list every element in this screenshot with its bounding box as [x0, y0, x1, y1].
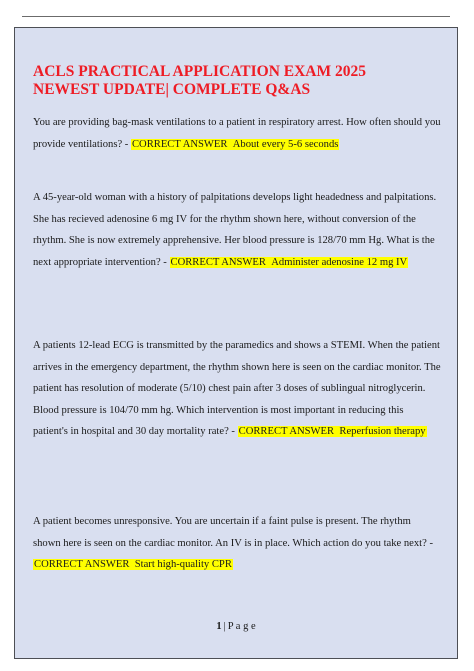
- document-title: [33, 63, 443, 99]
- top-divider: [22, 16, 450, 17]
- answer-highlight: [131, 139, 339, 150]
- answer-label: CORRECT ANSWER: [238, 426, 335, 438]
- answer-text: Reperfusion therapy: [339, 426, 426, 438]
- answer-label: CORRECT ANSWER: [170, 256, 266, 268]
- title-line-1: ACLS PRACTICAL APPLICATION EXAM 2025: [33, 63, 366, 80]
- answer-highlight: [238, 426, 427, 437]
- qa-item-4: [33, 511, 441, 576]
- page-footer: [15, 621, 457, 632]
- answer-highlight: [170, 257, 409, 268]
- page-label: P a g e: [227, 621, 256, 632]
- question-text: A patient becomes unresponsive. You are uncertain if a faint pulse is present. The rhythm shown here is seen on the cardiac monitor. An IV is in place. Which action do you take next? -: [33, 516, 434, 549]
- question-text: A 45-year-old woman with a history of palpitations develops light headedness and palpitations. She has recieved adenosine 6 mg IV for the rhythm shown here, without conversion of the rhythm. She is now extremely apprehensive. Her blood pressure is 128/70 mm Hg. What is the next appropriate intervention? -: [33, 192, 437, 268]
- answer-text: Start high-quality CPR: [134, 559, 232, 571]
- question-text: You are providing bag-mask ventilations to a patient in respiratory arrest. How often should you provide ventilations? -: [33, 117, 441, 150]
- qa-item-2: [33, 187, 441, 273]
- qa-item-3: [33, 335, 441, 443]
- answer-label: CORRECT ANSWER: [34, 559, 130, 571]
- page-separator: |: [223, 621, 226, 632]
- document-page: [14, 27, 458, 659]
- page-number: 1: [216, 621, 222, 632]
- answer-highlight: [33, 559, 233, 570]
- question-text: A patients 12-lead ECG is transmitted by the paramedics and shows a STEMI. When the patient arrives in the emergency department, the rhythm shown here is seen on the cardiac monitor. The patient has resolution of moderate (5/10) chest pain after 3 doses of sublingual nitroglycerin. Blood pressure is 104/70 mm hg. Which intervention is most important in reducing this patient's in hospital and 30 day mortality rate? -: [33, 340, 441, 438]
- answer-label: CORRECT ANSWER: [131, 138, 228, 150]
- answer-text: About every 5-6 seconds: [232, 138, 339, 150]
- qa-item-1: [33, 112, 441, 155]
- title-line-2: NEWEST UPDATE| COMPLETE Q&AS: [33, 81, 311, 98]
- answer-text: Administer adenosine 12 mg IV: [271, 256, 408, 268]
